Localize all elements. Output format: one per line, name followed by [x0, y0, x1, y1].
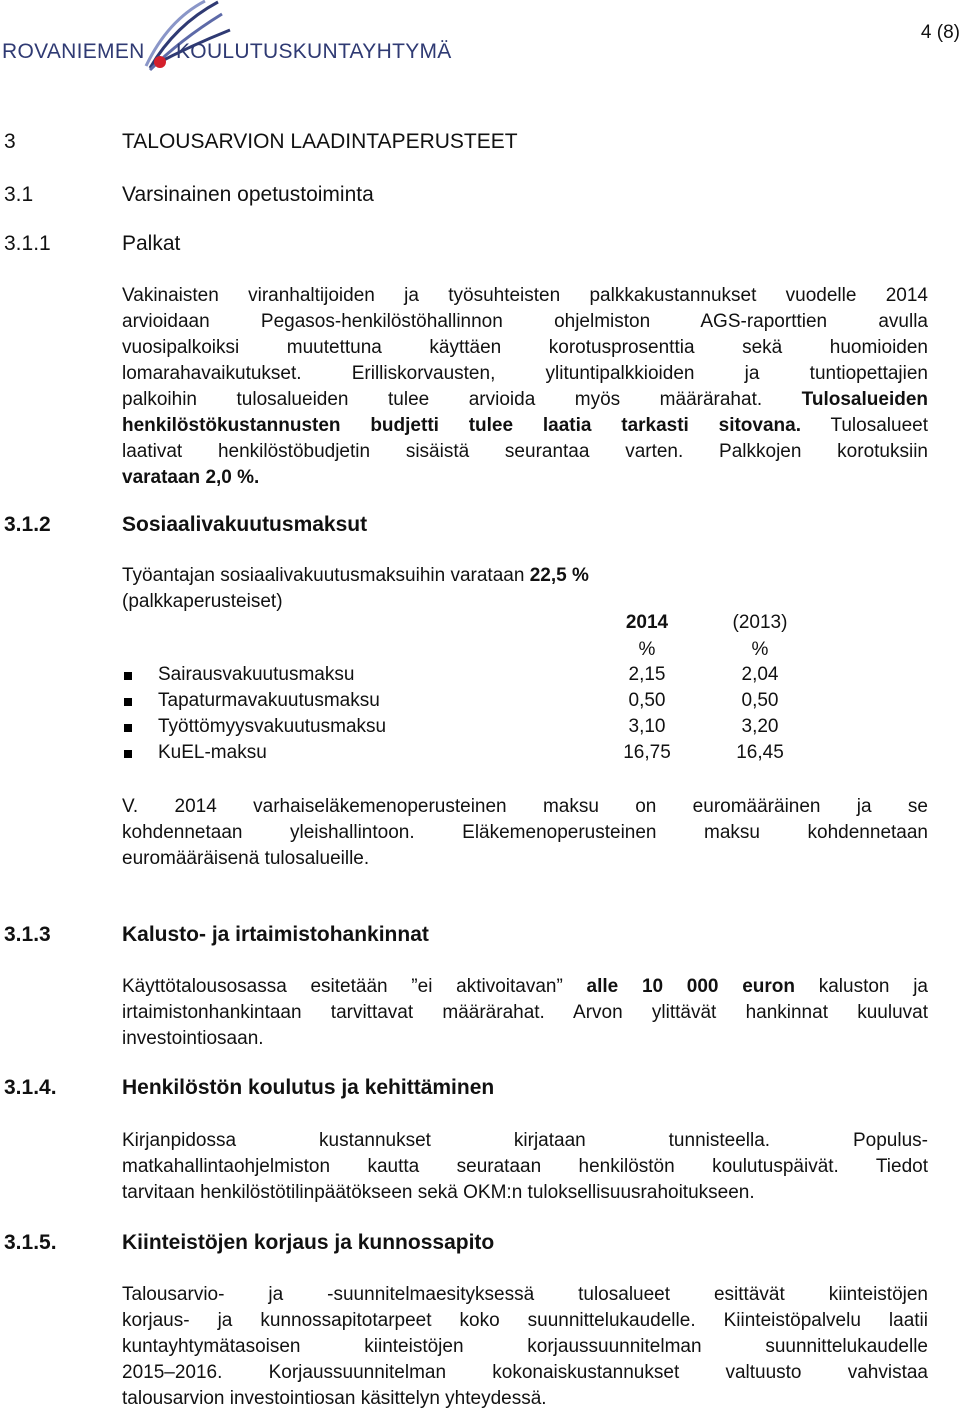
row-value-2014: 2,15 — [628, 664, 666, 685]
text-segment: palkoihin tulosalueiden tulee arvioida myös määrärahat. — [122, 389, 763, 410]
section-3-1-title: Varsinainen opetustoiminta — [122, 183, 374, 206]
sosiaali-intro — [122, 563, 928, 615]
table-row — [122, 664, 822, 690]
section-3-1-4-title: Henkilöstön koulutus ja kehittäminen — [122, 1076, 495, 1099]
kalusto-paragraph — [122, 974, 928, 1052]
section-3-1-1-number: 3.1.1 — [4, 232, 51, 255]
logo-text-right: KOULUTUSKUNTAYHTYMÄ — [176, 40, 452, 63]
row-label: Tapaturmavakuutusmaksu — [158, 690, 380, 711]
organization-logo — [0, 0, 452, 80]
row-value-2014: 3,10 — [628, 716, 666, 737]
text-segment: Tulosalueet — [830, 415, 928, 436]
text-segment: Käyttötalousosassa esitetään ”ei aktivoitavan” — [122, 976, 563, 997]
text-line: arvioidaan Pegasos-henkilöstöhallinnon ohjelmiston AGS-raporttien avulla — [122, 311, 928, 332]
text-line: tarvitaan henkilöstötilinpäätökseen sekä OKM:n tuloksellisuusrahoitukseen. — [122, 1182, 755, 1203]
table-row — [122, 742, 822, 768]
section-3-number: 3 — [4, 130, 16, 153]
text-line: investointiosaan. — [122, 1028, 264, 1049]
kiinteisto-paragraph — [122, 1282, 928, 1412]
table-row — [122, 690, 822, 716]
text-line: Talousarvio- ja -suunnitelmaesityksessä tulosalueet esittävät kiinteistöjen — [122, 1284, 928, 1305]
text-line: (palkkaperusteiset) — [122, 591, 283, 612]
text-line: varataan 2,0 %. — [122, 467, 260, 488]
text-line: lomarahavaikutukset. Erilliskorvausten, ylituntipalkkioiden ja tuntiopettajien — [122, 363, 928, 384]
text-line: irtaimistonhankintaan tarvittavat määrärahat. Arvon ylittävät hankinnat kuuluvat — [122, 1002, 928, 1023]
row-value-2014: 16,75 — [623, 742, 671, 763]
row-label: Työttömyysvakuutusmaksu — [158, 716, 387, 737]
text-segment: Työantajan sosiaalivakuutusmaksuihin varataan — [122, 565, 530, 586]
text-line — [122, 563, 928, 589]
row-value-2013: 2,04 — [741, 664, 779, 685]
section-3-1-5-number: 3.1.5. — [4, 1231, 57, 1254]
text-line — [122, 413, 928, 439]
unit-2013: % — [751, 639, 769, 660]
section-3-1-4-number: 3.1.4. — [4, 1076, 57, 1099]
row-label: KuEL-maksu — [158, 742, 267, 763]
table-row — [122, 716, 822, 742]
section-3-1-5-title: Kiinteistöjen korjaus ja kunnossapito — [122, 1231, 495, 1254]
row-value-2013: 3,20 — [741, 716, 779, 737]
bold-text: Tulosalueiden — [801, 389, 929, 410]
text-line: 2015–2016. Korjaussuunnitelman kokonaiskustannukset valtuusto vahvistaa — [122, 1362, 928, 1383]
logo-text-left: ROVANIEMEN — [2, 40, 145, 63]
text-segment: kaluston ja — [818, 976, 928, 997]
palkat-paragraph — [122, 283, 928, 491]
text-line: matkahallintaohjelmiston kautta seurataan henkilöstön koulutuspäivät. Tiedot — [122, 1156, 928, 1177]
page-number: 4 (8) — [920, 22, 960, 43]
bold-text: 22,5 % — [529, 565, 589, 586]
section-3-1-3-number: 3.1.3 — [4, 923, 51, 946]
text-line: vuosipalkoiksi muutettuna käyttäen korotusprosenttia sekä huomioiden — [122, 337, 928, 358]
text-line: korjaus- ja kunnossapitotarpeet koko suunnittelukaudelle. Kiinteistöpalvelu laatii — [122, 1310, 928, 1331]
bold-text: alle 10 000 euron — [586, 976, 795, 997]
row-value-2013: 0,50 — [741, 690, 779, 711]
koulutus-paragraph — [122, 1128, 928, 1206]
col-header-2014: 2014 — [625, 612, 669, 633]
row-value-2014: 0,50 — [628, 690, 666, 711]
text-line: talousarvion investointiosan käsittelyn yhteydessä. — [122, 1388, 547, 1409]
unit-2014: % — [638, 639, 656, 660]
bold-text: henkilöstökustannusten budjetti tulee laatia tarkasti sitovana. — [122, 415, 801, 436]
kuel-note-paragraph — [122, 794, 928, 872]
section-3-1-2-title: Sosiaalivakuutusmaksut — [122, 513, 368, 536]
text-line: laativat henkilöstöbudjetin sisäistä seurantaa varten. Palkkojen korotuksiin — [122, 441, 928, 462]
text-line: V. 2014 varhaiseläkemenoperusteinen maksu on euromääräinen ja se — [122, 796, 928, 817]
bullet-icon — [124, 750, 132, 758]
table-header-row — [122, 612, 822, 638]
bullet-icon — [124, 698, 132, 706]
bullet-icon — [124, 724, 132, 732]
section-3-1-3-title: Kalusto- ja irtaimistohankinnat — [122, 923, 429, 946]
text-line — [122, 387, 928, 413]
text-line: kohdennetaan yleishallintoon. Eläkemenoperusteinen maksu kohdennetaan — [122, 822, 928, 843]
table-unit-row — [122, 639, 822, 665]
text-line: euromääräisenä tulosalueille. — [122, 848, 370, 869]
col-header-2013: (2013) — [732, 612, 788, 633]
text-line — [122, 974, 928, 1000]
section-3-1-number: 3.1 — [4, 183, 34, 206]
section-3-title: TALOUSARVION LAADINTAPERUSTEET — [122, 130, 518, 153]
text-line: kuntayhtymätasoisen kiinteistöjen korjaussuunnitelman suunnittelukaudelle — [122, 1336, 928, 1357]
row-value-2013: 16,45 — [736, 742, 784, 763]
row-label: Sairausvakuutusmaksu — [158, 664, 355, 685]
section-3-1-1-title: Palkat — [122, 232, 181, 255]
bullet-icon — [124, 672, 132, 680]
text-line: Vakinaisten viranhaltijoiden ja työsuhteisten palkkakustannukset vuodelle 2014 — [122, 285, 928, 306]
section-3-1-2-number: 3.1.2 — [4, 513, 51, 536]
text-line: Kirjanpidossa kustannukset kirjataan tunnisteella. Populus- — [122, 1130, 928, 1151]
